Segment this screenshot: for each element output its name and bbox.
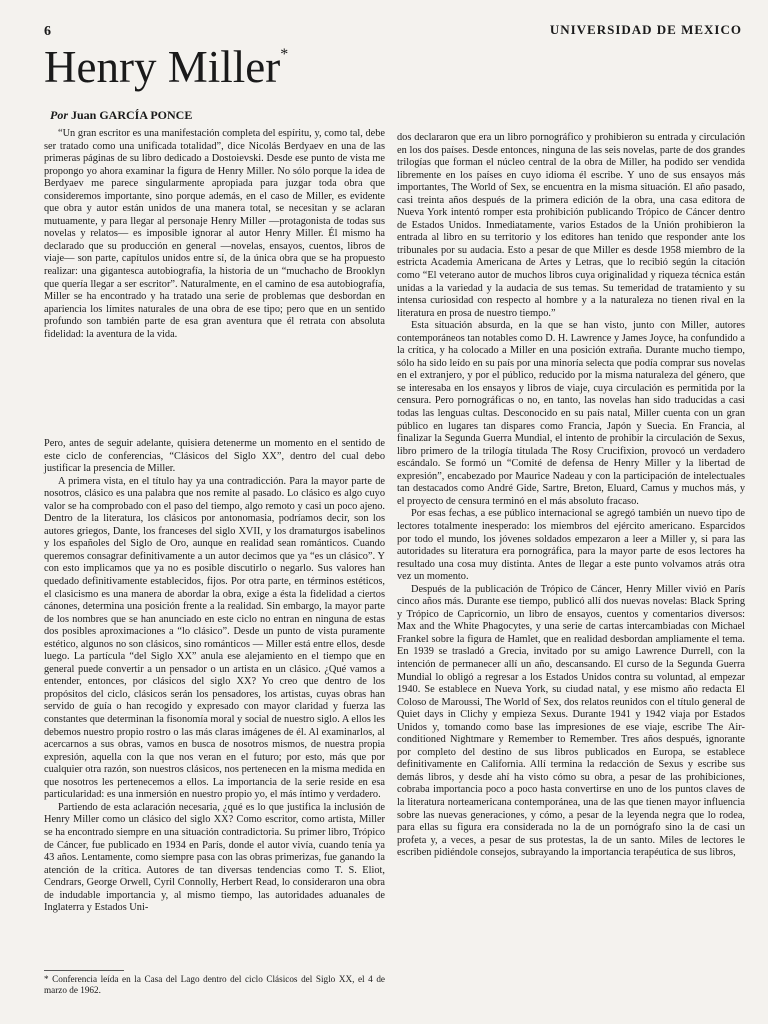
byline-author: Juan GARCÍA PONCE	[71, 108, 193, 122]
byline-prefix: Por	[50, 108, 71, 122]
body-paragraph: Pero, antes de seguir adelante, quisiera detenerme un momento en el sentido de este ciclo de conferencias, “Clásicos del Siglo XX”, dentro del cual debo justificar la presencia de Miller.	[44, 438, 385, 475]
left-column	[44, 438, 385, 915]
footnote-marker: *	[280, 46, 289, 63]
body-paragraph: A primera vista, en el título hay ya una contradicción. Para la mayor parte de nosotros, clásico es una palabra que nos remite al pasado. Lo clásico es algo cuyo valor se ha comprobado con el paso del tiempo, algo remoto y casi un poco ajeno. Dentro de la literatura, los clásicos por antonomasia, podríamos decir, son los autores griegos, Dante, los franceses del siglo XVII, y los dramaturgos isabelinos y los españoles del Siglo de Oro, aunque en realidad sean románticos. Cuando queremos consagrar definitivamente a un autor decimos que ya “es un clásico”. Y con esto implicamos que ya no es posible discutirlo o negarlo. Sus valores han quedado definitivamente establecidos, fijos. Por otra parte, en términos estéticos, el clasicismo es una manera de abordar la obra, exige a ésta la fidelidad a ciertos cánones, determina una posición frente a la realidad. Sin embargo, la mayor parte de los nombres que se han anunciado en este ciclo no entran en ninguna de estas dos posibles aproximaciones a “lo clásico”. Desde un punto de vista puramente estético, algunos no son clásicos, sino románticos — Miller está entre ellos, desde luego. La partícula “del Siglo XX” anula ese alejamiento en el tiempo que en general puede convertir a un pensador o un artista en un clásico. ¿Qué vamos a entender, entonces, por clásicos del siglo XX? Yo creo que dentro de los propósitos del ciclo, clásicos serán los pensadores, los artistas, cuyas obras han servido de guía o han recogido y expresado con mayor claridad y fuerza las constantes que determinan la fisonomía moral y social de nuestro siglo. A ellos les debemos nuestro propio rostro o las más claras imágenes de él. Al examinarlos, al acercarnos a sus obras, vamos en busca de nosotros mismos, de nuestra propia expresión, aquella con la que nos veran en el futuro; por esto, más que por cualquier otra razón, son nuestros clásicos, nos pertenecen en la misma medida en que nosotros les pertenecemos a ellos. La importancia de la serie reside en esa particularidad: es una inmersión en nuestro propio yo, el más íntimo y verdadero.	[44, 475, 385, 801]
intro-paragraph: “Un gran escritor es una manifestación completa del espíritu, y, como tal, debe ser tratado como una unificada totalidad”, dice Nicolás Berdyaev en una de las primeras páginas de su libro dedicado a Dostoievski. Desde ese punto de vista me propongo yo ahora examinar la figura de Henry Miller. No sólo porque la idea de Berdyaev me parece singularmente apropiada para juzgar toda obra que consideremos importante, sino porque además, en el caso de Miller, es evidente que obra y autor están unidos de una manera total, se necesitan y se aclaran mutuamente, y para llegar al personaje Henry Miller —protagonista de todas sus novelas y relatos— es imposible ignorar al autor Henry Miller. Él mismo ha declarado que su producción en general —novelas, ensayos, cuentos, libros de viaje— son parte, capítulos unidos entre sí, de la única obra que se ha propuesto realizar: una gigantesca autobiografía, la historia de un “muchacho de Brooklyn que quería llegar a ser escritor”. Naturalmente, en el camino de esa autobiografía, Miller se ha encontrado y ha tratado una serie de problemas que desbordan en apariencia los límites naturales de una obra de ese tipo; pero que en un sentido profundo son también parte de esa gran aventura que él retrata con absoluta fidelidad: la aventura de la vida.	[44, 128, 385, 340]
body-paragraph: Después de la publicación de Trópico de Cáncer, Henry Miller vivió en París cinco años más. Durante ese tiempo, publicó allí dos nuevas novelas: Black Spring y Trópico de Capricornio, un libro de ensayos, cuentos y comentarios diversos: Max and the White Phagocytes, y una serie de cartas intercambiadas con Michael Frankel sobre la figura de Hamlet, que en realidad desbordan ampliamente el tema. En 1939 se trasladó a Grecia, invitado por su amigo Lawrence Durrell, con la intención de permanecer allí un año, descansando. El curso de la Segunda Guerra Mundial lo obligó a regresar a los Estados Unidos contra su voluntad, al empezar 1940. Se establece en Nueva York, su ciudad natal, y ese mismo año redacta El Coloso de Maroussi, The World of Sex, dos relatos reunidos con el título general de Quiet days in Clichy y empieza Sexus. Durante 1941 y 1942 viaja por Estados Unidos y, tomando como base las impresiones de ese viaje, escribe The Air-conditioned Nightmare y Remember to Remember. Tres años después, ignorante por completo del destino de sus libros publicados en Europa, se establece definitivamente en California. Allí termina la redacción de Sexus y escribe sus demás libros, y desde ahí ha visto cómo su obra, a pesar de las prohibiciones, cobraba importancia poco a poco hasta convertirse en uno de los puntos claves de la literatura norteamericana contemporánea, una de las que tienen mayor influencia sobre las nuevas generaciones, y cómo, a pesar de la leyenda negra que lo rodea, para ellas su figura era considerada no la de un pornógrafo sino la de casi un profeta y, a veces, a pesar de sus protestas, la de un santo. Miles de lectores le escriben pidiéndole consejos, subrayando la importancia terapéutica de sus libros,	[397, 583, 745, 859]
running-head: UNIVERSIDAD DE MEXICO	[549, 22, 742, 37]
body-paragraph: Partiendo de esta aclaración necesaria, ¿qué es lo que justifica la inclusión de Henry Miller como un clásico del siglo XX? Como escritor, como artista, Miller se ha encontrado siempre en una situación contradictoria. Su primer libro, Trópico de Cáncer, fue publicado en 1934 en París, donde el autor vivía, cuando tenía ya 43 años. Lentamente, como siempre pasa con las obras primerizas, fue ganando la atención de la crítica. Autores de tan diversas tendencias como T. S. Eliot, Cendrars, George Orwell, Cyril Connolly, Herbert Read, lo consideraron una obra de indudable importancia y, al mismo tiempo, las autoridades aduanales de Inglaterra y Estados Uni-	[44, 801, 385, 914]
body-paragraph: dos declararon que era un libro pornográfico y prohibieron su entrada y circulación en los dos países. Desde entonces, ninguna de las seis novelas, parte de dos grandes trilogías que forman el núcleo central de la obra de Miller, ha podido ser vendida libremente en los países en cuyo idioma él escribe. Y uno de sus ensayos más importantes, The World of Sex, se encuentra en la misma situación. El año pasado, casi treinta años después de la primera edición de la obra, una casa editora de Nueva York intentó romper esta prohibición publicando Trópico de Cáncer dentro de Estados Unidos. Inmediatamente, varios Estados de la Unión prohibieron la entrada al libro en su territorio y los editores han tenido que responder ante los tribunales por su audacia. Esto a pesar de que Miller es desde 1958 miembro de la estricta Academia Americana de Artes y Letras, que lo recibió según la citación como “El veterano autor de muchos libros cuya originalidad y riqueza técnica están unidas a la variedad y la audacia de sus temas. Su temeridad de tratamiento y su intensa curiosidad con respecto al hombre y a la naturaleza no tienen rival en la literatura en prosa de nuestro tiempo.”	[397, 132, 745, 319]
article-title-text: Henry Miller	[44, 42, 281, 92]
body-paragraph: Por esas fechas, a ese público internacional se agregó también un nuevo tipo de lectores totalmente inesperado: los miembros del ejército americano. Esparcidos por todo el mundo, los jóvenes soldados empezaron a leer a Miller y, si para las autoridades su literatura era pornográfica, para la mayor parte de esos lectores ha resultado una cosa muy distinta. Antes de llegar a este punto volvamos atrás otra vez un momento.	[397, 508, 745, 583]
right-column	[397, 132, 745, 860]
body-paragraph: Esta situación absurda, en la que se han visto, junto con Miller, autores contemporáneos tan notables como D. H. Lawrence y James Joyce, ha confundido a la crítica, y ha colocado a Miller en una posición extraña. Durante mucho tiempo, sólo ha sido leído en su país por una minoría selecta que podía comprar sus novelas en el extranjero, y por el público, reducido por la misma naturaleza del género, que se interesaba en los ensayos y libros de viaje, cuya circulación es permitida por la censura. Pero pornográficas o no, en tanto, las novelas han sido traducidas a casi todas las lenguas cultas. Desconocido en su país natal, Miller cuenta con un gran público en lugares tan dispares como Francia, Japón y Suecia. En Francia, al finalizar la Segunda Guerra Mundial, el intento de prohibir la circulación de Sexus, libro primero de la trilogía titulada The Rosy Crucifixion, provocó un verdadero escándalo. Se formó un “Comité de defensa de Henry Miller y la libertad de expresión”, encabezado por Maurice Nadeau y con la participación de intelectuales tan destacados como André Gide, Sartre, Breton, Eluard, Camus y muchos más, y el proyecto de censura terminó en el más absoluto fracaso.	[397, 320, 745, 507]
article-title	[44, 42, 288, 94]
footnote: * Conferencia leída en la Casa del Lago dentro del ciclo Clásicos del Siglo XX, el 4 de marzo de 1962.	[44, 974, 385, 995]
footnote-rule	[44, 970, 124, 971]
page-number: 6	[44, 24, 51, 39]
byline	[50, 108, 192, 123]
intro-block	[44, 128, 385, 341]
